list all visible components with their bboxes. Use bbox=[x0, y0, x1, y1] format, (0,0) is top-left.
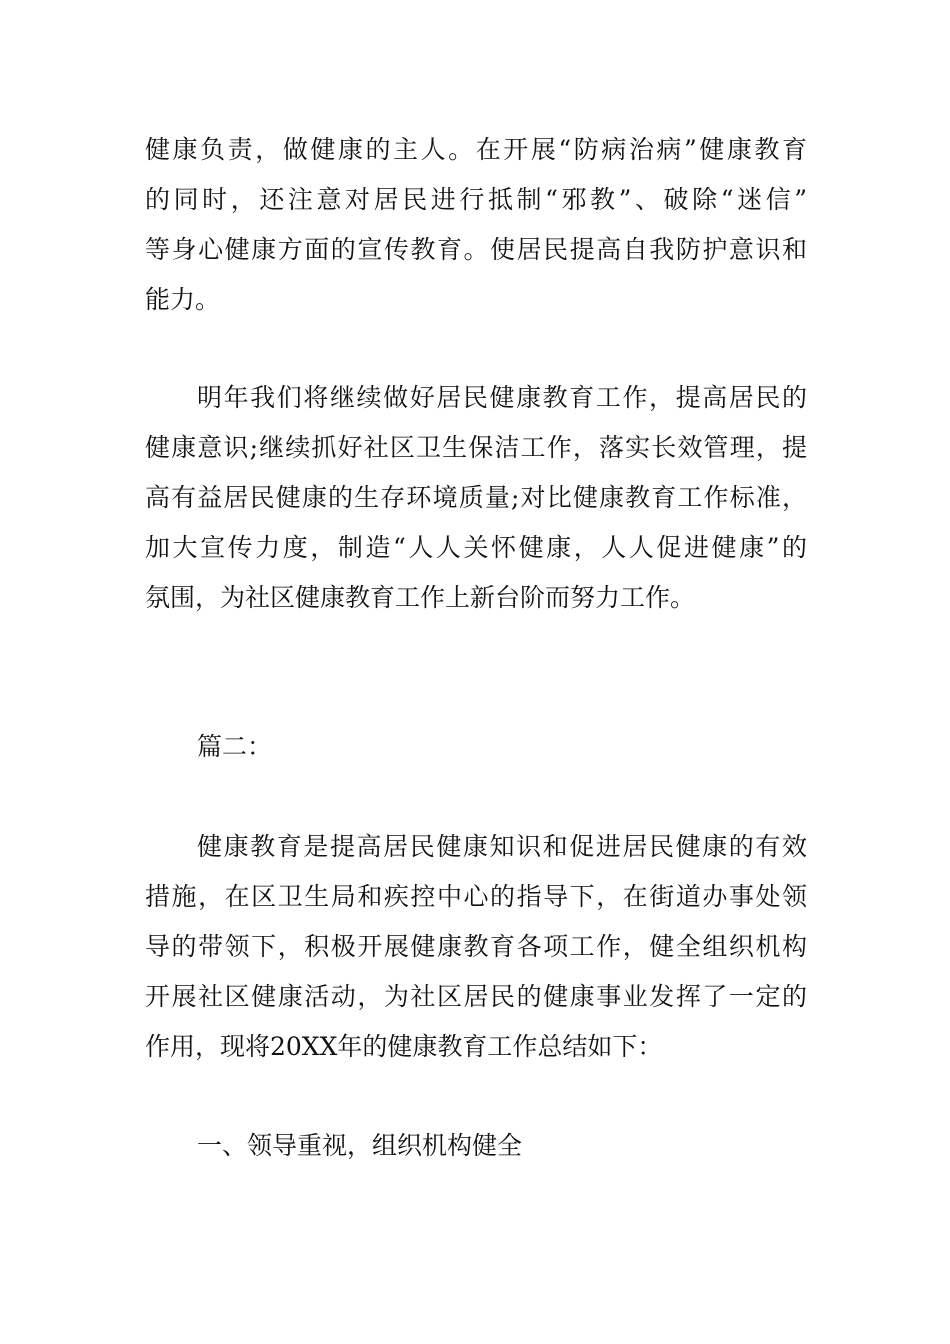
paragraph-intro bbox=[145, 822, 807, 1072]
paragraph-health-responsibility bbox=[145, 125, 807, 325]
text-line: 的同时，还注意对居民进行抵制“邪教”、破除“迷信” bbox=[145, 185, 807, 214]
text-line: 健康教育是提高居民健康知识和促进居民健康的有效 bbox=[197, 832, 807, 861]
heading-leadership bbox=[145, 1121, 807, 1171]
text-line: 开展社区健康活动，为社区居民的健康事业发挥了一定的 bbox=[145, 982, 807, 1011]
paragraph-next-year-plan bbox=[145, 373, 807, 623]
section-title-text: 篇二： bbox=[197, 732, 273, 761]
text-line: 高有益居民健康的生存环境质量;对比健康教育工作标准， bbox=[145, 483, 807, 512]
heading-text: 一、领导重视，组织机构健全 bbox=[197, 1131, 523, 1160]
text-line: 健康意识;继续抓好社区卫生保洁工作，落实长效管理，提 bbox=[145, 433, 807, 462]
text-line: 能力。 bbox=[145, 285, 221, 314]
text-line: 健康负责，做健康的主人。在开展“防病治病”健康教育 bbox=[145, 135, 807, 164]
text-line: 等身心健康方面的宣传教育。使居民提高自我防护意识和 bbox=[145, 235, 807, 264]
section-title bbox=[145, 722, 807, 772]
text-line: 加大宣传力度，制造“人人关怀健康，人人促进健康”的 bbox=[145, 533, 807, 562]
text-line: 明年我们将继续做好居民健康教育工作，提高居民的 bbox=[197, 383, 807, 412]
text-line: 导的带领下，积极开展健康教育各项工作，健全组织机构 bbox=[145, 932, 807, 961]
text-line: 作用，现将20XX年的健康教育工作总结如下： bbox=[145, 1032, 663, 1061]
text-line: 氛围，为社区健康教育工作上新台阶而努力工作。 bbox=[145, 583, 696, 612]
text-line: 措施，在区卫生局和疾控中心的指导下，在街道办事处领 bbox=[145, 882, 807, 911]
